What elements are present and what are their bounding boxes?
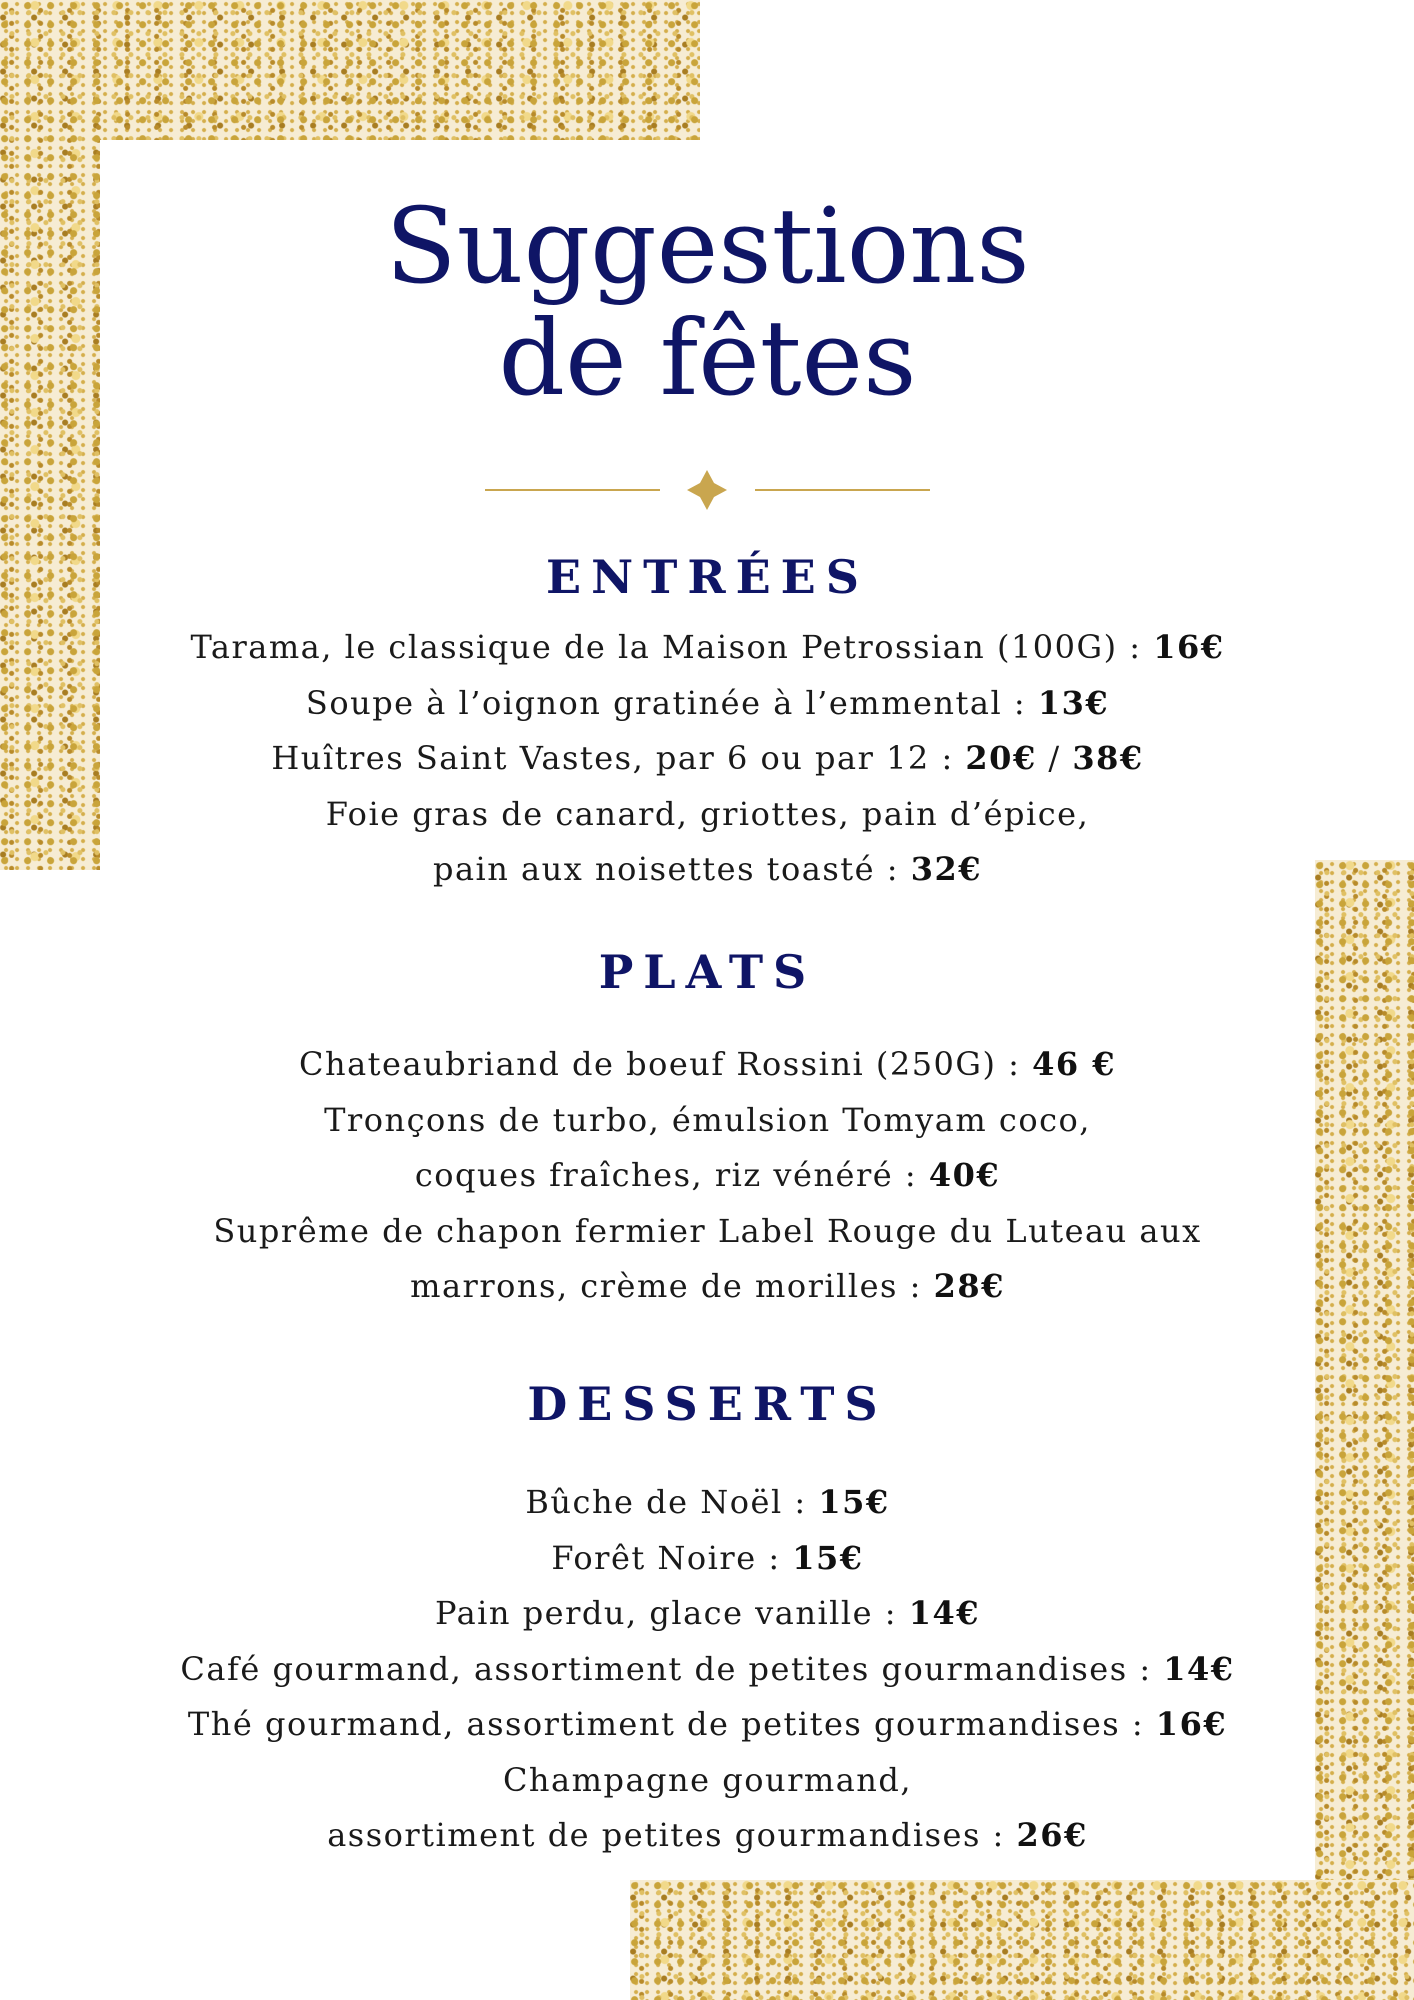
- price: 15€: [792, 1538, 864, 1577]
- list-item: Tronçons de turbo, émulsion Tomyam coco,: [324, 1100, 1091, 1139]
- list-item: Tarama, le classique de la Maison Petrossian (100G) : 16€: [190, 628, 1225, 666]
- price: 26€: [1016, 1816, 1088, 1854]
- price: 16€: [1153, 628, 1225, 666]
- price: 46 €: [1032, 1045, 1117, 1083]
- list-item: Chateaubriand de boeuf Rossini (250G) : 46 €: [298, 1045, 1117, 1083]
- plats-list: [100, 1037, 1315, 1315]
- gold-glitter-decoration: [630, 1880, 1414, 2000]
- price: 20€: [965, 739, 1037, 777]
- menu-card: [100, 140, 1315, 1880]
- list-item: Pain perdu, glace vanille : 14€: [435, 1594, 980, 1632]
- menu-title-line-1: Suggestions: [385, 185, 1030, 307]
- ornamental-divider: [100, 470, 1315, 510]
- list-item: Soupe à l’oignon gratinée à l’emmental : 13€: [305, 683, 1110, 722]
- gold-glitter-decoration: [0, 0, 700, 140]
- list-item: Bûche de Noël : 15€: [525, 1483, 890, 1521]
- price: 15€: [818, 1483, 890, 1521]
- section-title-plats: PLATS: [598, 945, 817, 999]
- list-item: Café gourmand, assortiment de petites gourmandises : 14€: [180, 1649, 1235, 1688]
- list-item: pain aux noisettes toasté : 32€: [432, 850, 983, 888]
- price: 14€: [908, 1594, 980, 1632]
- section-title-desserts: DESSERTS: [527, 1377, 888, 1431]
- price: 32€: [910, 850, 983, 888]
- list-item: Thé gourmand, assortiment de petites gourmandises : 16€: [187, 1705, 1228, 1743]
- menu-title-line-2: de fêtes: [498, 297, 917, 419]
- list-item: Champagne gourmand,: [502, 1760, 913, 1799]
- price: 40€: [928, 1156, 1001, 1194]
- list-item: Suprême de chapon fermier Label Rouge du Luteau aux: [213, 1211, 1202, 1250]
- entrees-list: [100, 620, 1315, 898]
- price: 13€: [1037, 683, 1110, 722]
- price: 14€: [1163, 1649, 1235, 1688]
- list-item: Forêt Noire : 15€: [551, 1538, 864, 1577]
- four-point-star-icon: [687, 470, 727, 510]
- gold-glitter-decoration: [1315, 860, 1414, 2000]
- menu-title: [100, 185, 1315, 419]
- section-title-entrees: ENTRÉES: [546, 550, 869, 604]
- price: 16€: [1155, 1705, 1228, 1743]
- price: 38€: [1072, 739, 1144, 777]
- list-item: marrons, crème de morilles : 28€: [410, 1267, 1005, 1305]
- list-item: Foie gras de canard, griottes, pain d’épice,: [325, 794, 1090, 833]
- list-item: Huîtres Saint Vastes, par 6 ou par 12 : 20€ / 38€: [271, 739, 1144, 777]
- gold-glitter-decoration: [0, 0, 100, 870]
- list-item: coques fraîches, riz vénéré : 40€: [414, 1156, 1001, 1194]
- desserts-list: [100, 1475, 1315, 1864]
- list-item: assortiment de petites gourmandises : 26€: [327, 1816, 1088, 1854]
- price: 28€: [933, 1267, 1005, 1305]
